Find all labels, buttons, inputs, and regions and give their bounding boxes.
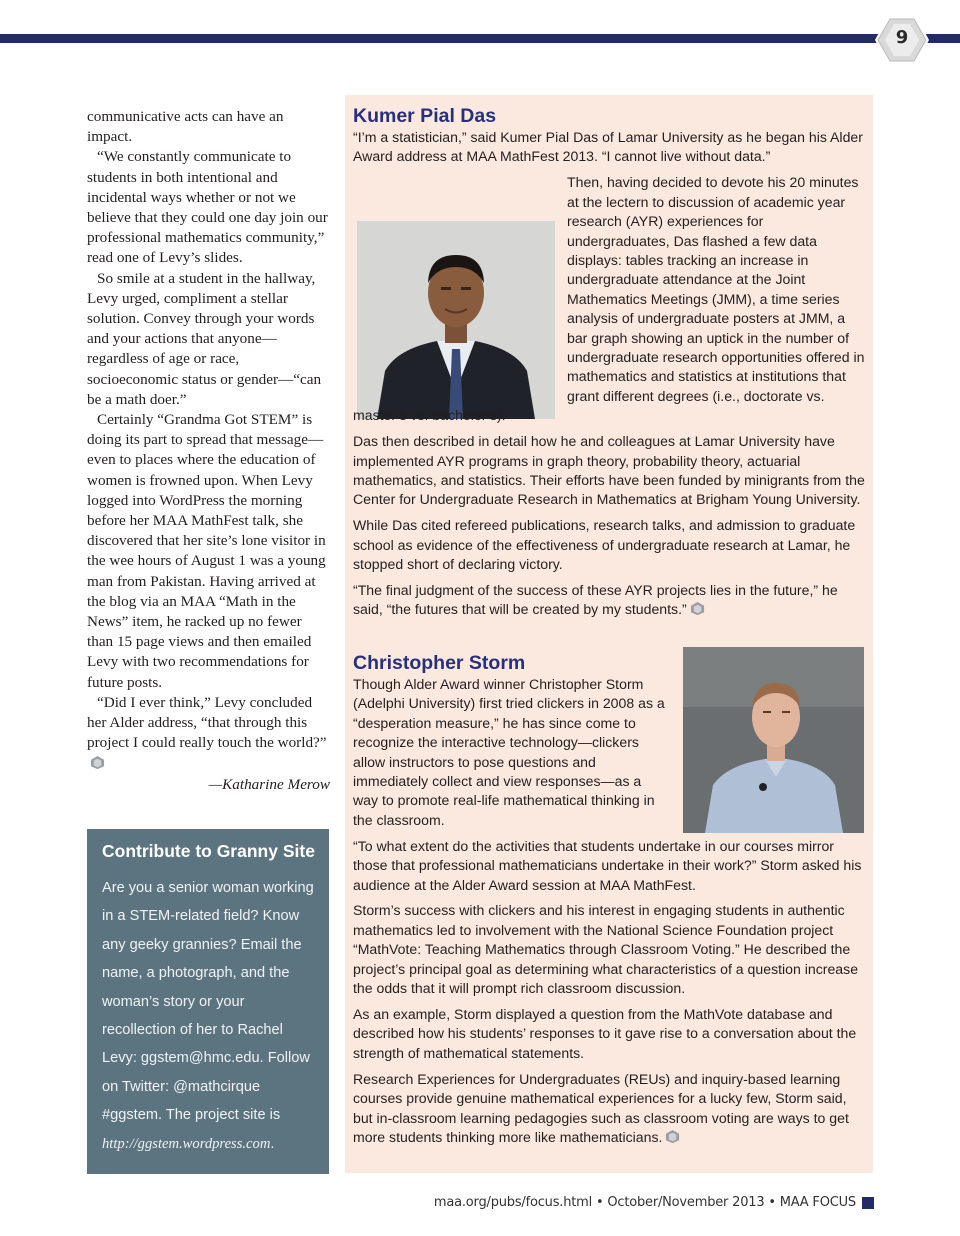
left-column <box>87 107 330 795</box>
sidebar-body-text: Are you a senior woman working in a STEM-related field? Know any geeky grannies? Email the name, a photograph, and the woman’s story or your recollection of her to Rachel Levy: ggstem@hmc.edu. Follow on Twitter: @mathcirque #ggstem. The project site is <box>102 880 314 1124</box>
storm-heading: Christopher Storm <box>353 652 526 674</box>
storm-article <box>353 651 867 1154</box>
storm-paragraph-4: As an example, Storm displayed a question from the MathVote database and described how his students’ responses to it gave rise to a conversation about the strength of mathematical statements. <box>353 1006 857 1061</box>
das-photo-space <box>353 173 567 403</box>
project-site-link[interactable]: http://ggstem.wordpress.com <box>102 1135 271 1152</box>
das-heading: Kumer Pial Das <box>353 105 497 127</box>
das-paragraph-1: “I’m a statistician,” said Kumer Pial Das of Lamar University as he began his Alder Award address at MAA MathFest 2013. “I cannot live without data.” <box>353 129 863 165</box>
das-paragraph-5-text: “The final judgment of the success of these AYR projects lies in the future,” he said, “the futures that will be created by my students.” <box>353 581 838 618</box>
sidebar-body <box>102 874 317 1158</box>
storm-paragraph-1: Though Alder Award winner Christopher Storm (Adelphi University) first tried clickers in 2008 as a “desperation measure,” he has since come to recognize the interactive technology—clickers allow instructors to pose questions and immediately collect and view responses—as a way to promote real-life mathematical thinking in the classroom. <box>353 676 665 828</box>
page-footer: maa.org/pubs/focus.html • October/November 2013 • MAA FOCUS <box>433 1195 856 1210</box>
storm-paragraph-2: “To what extent do the activities that students undertake in our courses mirror those that professional mathematicians undertake in their work?” Storm asked his audience at the Alder Award session at MAA MathFest. <box>353 837 862 893</box>
end-mark-icon <box>690 601 705 616</box>
left-paragraph-5-text: “Did I ever think,” Levy concluded her Alder address, “that through this project I could really touch the world?” <box>87 693 327 752</box>
das-paragraph-3: Das then described in detail how he and colleagues at Lamar University have implemented AYR programs in graph theory, probability theory, actuarial mathematics, and statistics. Their efforts have been funded by minigrants from the Center for Undergraduate Research in Mathematics at Brigham Young University. <box>353 433 865 508</box>
page-number: 9 <box>895 27 909 48</box>
sidebar-title: Contribute to Granny Site <box>102 841 315 861</box>
left-paragraph-3: So smile at a student in the hallway, Levy urged, compliment a stellar solution. Convey through your words and your actions that anyone—regardless of age or race, socioeconomic status or gender—“can be a math doer.” <box>87 269 322 408</box>
storm-paragraph-5 <box>353 1070 867 1148</box>
contribute-sidebar <box>87 829 329 1174</box>
storm-paragraph-5-text: Research Experiences for Undergraduates (REUs) and inquiry-based learning courses provide genuine mathematical experiences for a lucky few, Storm said, but in-classroom learning pedagogies such as classroom voting are ways to get more students thinking more like mathematicians. <box>353 1070 849 1145</box>
left-paragraph-5 <box>87 693 330 774</box>
author-signature: —Katharine Merow <box>208 775 330 793</box>
end-mark-icon <box>665 1129 680 1144</box>
das-paragraph-2 <box>353 173 867 425</box>
footer-square-icon <box>862 1197 874 1209</box>
header-bar <box>0 34 960 43</box>
das-article <box>353 104 867 626</box>
left-paragraph-1: communicative acts can have an impact. <box>87 108 284 146</box>
sidebar-body-end: . <box>270 1135 275 1152</box>
das-paragraph-4: While Das cited refereed publications, research talks, and admission to graduate school as evidence of the effectiveness of undergraduate research at Lamar, he stopped short of declaring victory. <box>353 517 856 573</box>
storm-paragraph-3: Storm’s success with clickers and his interest in engaging students in authentic mathematics led to involvement with the National Science Foundation project “MathVote: Teaching Mathematics through Classroom Voting.” He described the project’s principal goal as determining what characteristics of a question increase the odds that it will prompt rich classroom discussion. <box>353 902 859 997</box>
das-paragraph-2-text: Then, having decided to devote his 20 minutes at the lectern to discussion of academic year research (AYR) experiences for undergraduates, Das flashed a few data displays: tables tracking an increase in undergraduate attendance at the Joint Mathematics Meetings (JMM), a time series analysis of undergraduate posters at JMM, a bar graph showing an uptick in the number of undergraduate research opportunities offered in mathematics and statistics at institutions that grant different degrees (i.e., doctorate vs. master’s vs. bachelor’s). <box>353 174 865 424</box>
storm-photo-space <box>667 651 867 827</box>
page-number-badge <box>874 14 930 66</box>
left-paragraph-4: Certainly “Grandma Got STEM” is doing its part to spread that message—even to places where the education of women is frowned upon. When Levy logged into WordPress the morning before her MAA MathFest talk, she discovered that her site’s lone visitor in the wee hours of August 1 was a young man from Pakistan. Having arrived at the blog via an MAA “Math in the News” item, he racked up no fewer than 15 page views and then emailed Levy with two recommendations for future posts. <box>87 411 326 691</box>
das-paragraph-5 <box>353 581 867 620</box>
left-paragraph-2: “We constantly communicate to students in both intentional and incidental ways whether or not we believe that they could one day join our professional mathematics community,” read one of Levy’s slides. <box>87 148 328 267</box>
end-mark-icon <box>90 755 105 770</box>
